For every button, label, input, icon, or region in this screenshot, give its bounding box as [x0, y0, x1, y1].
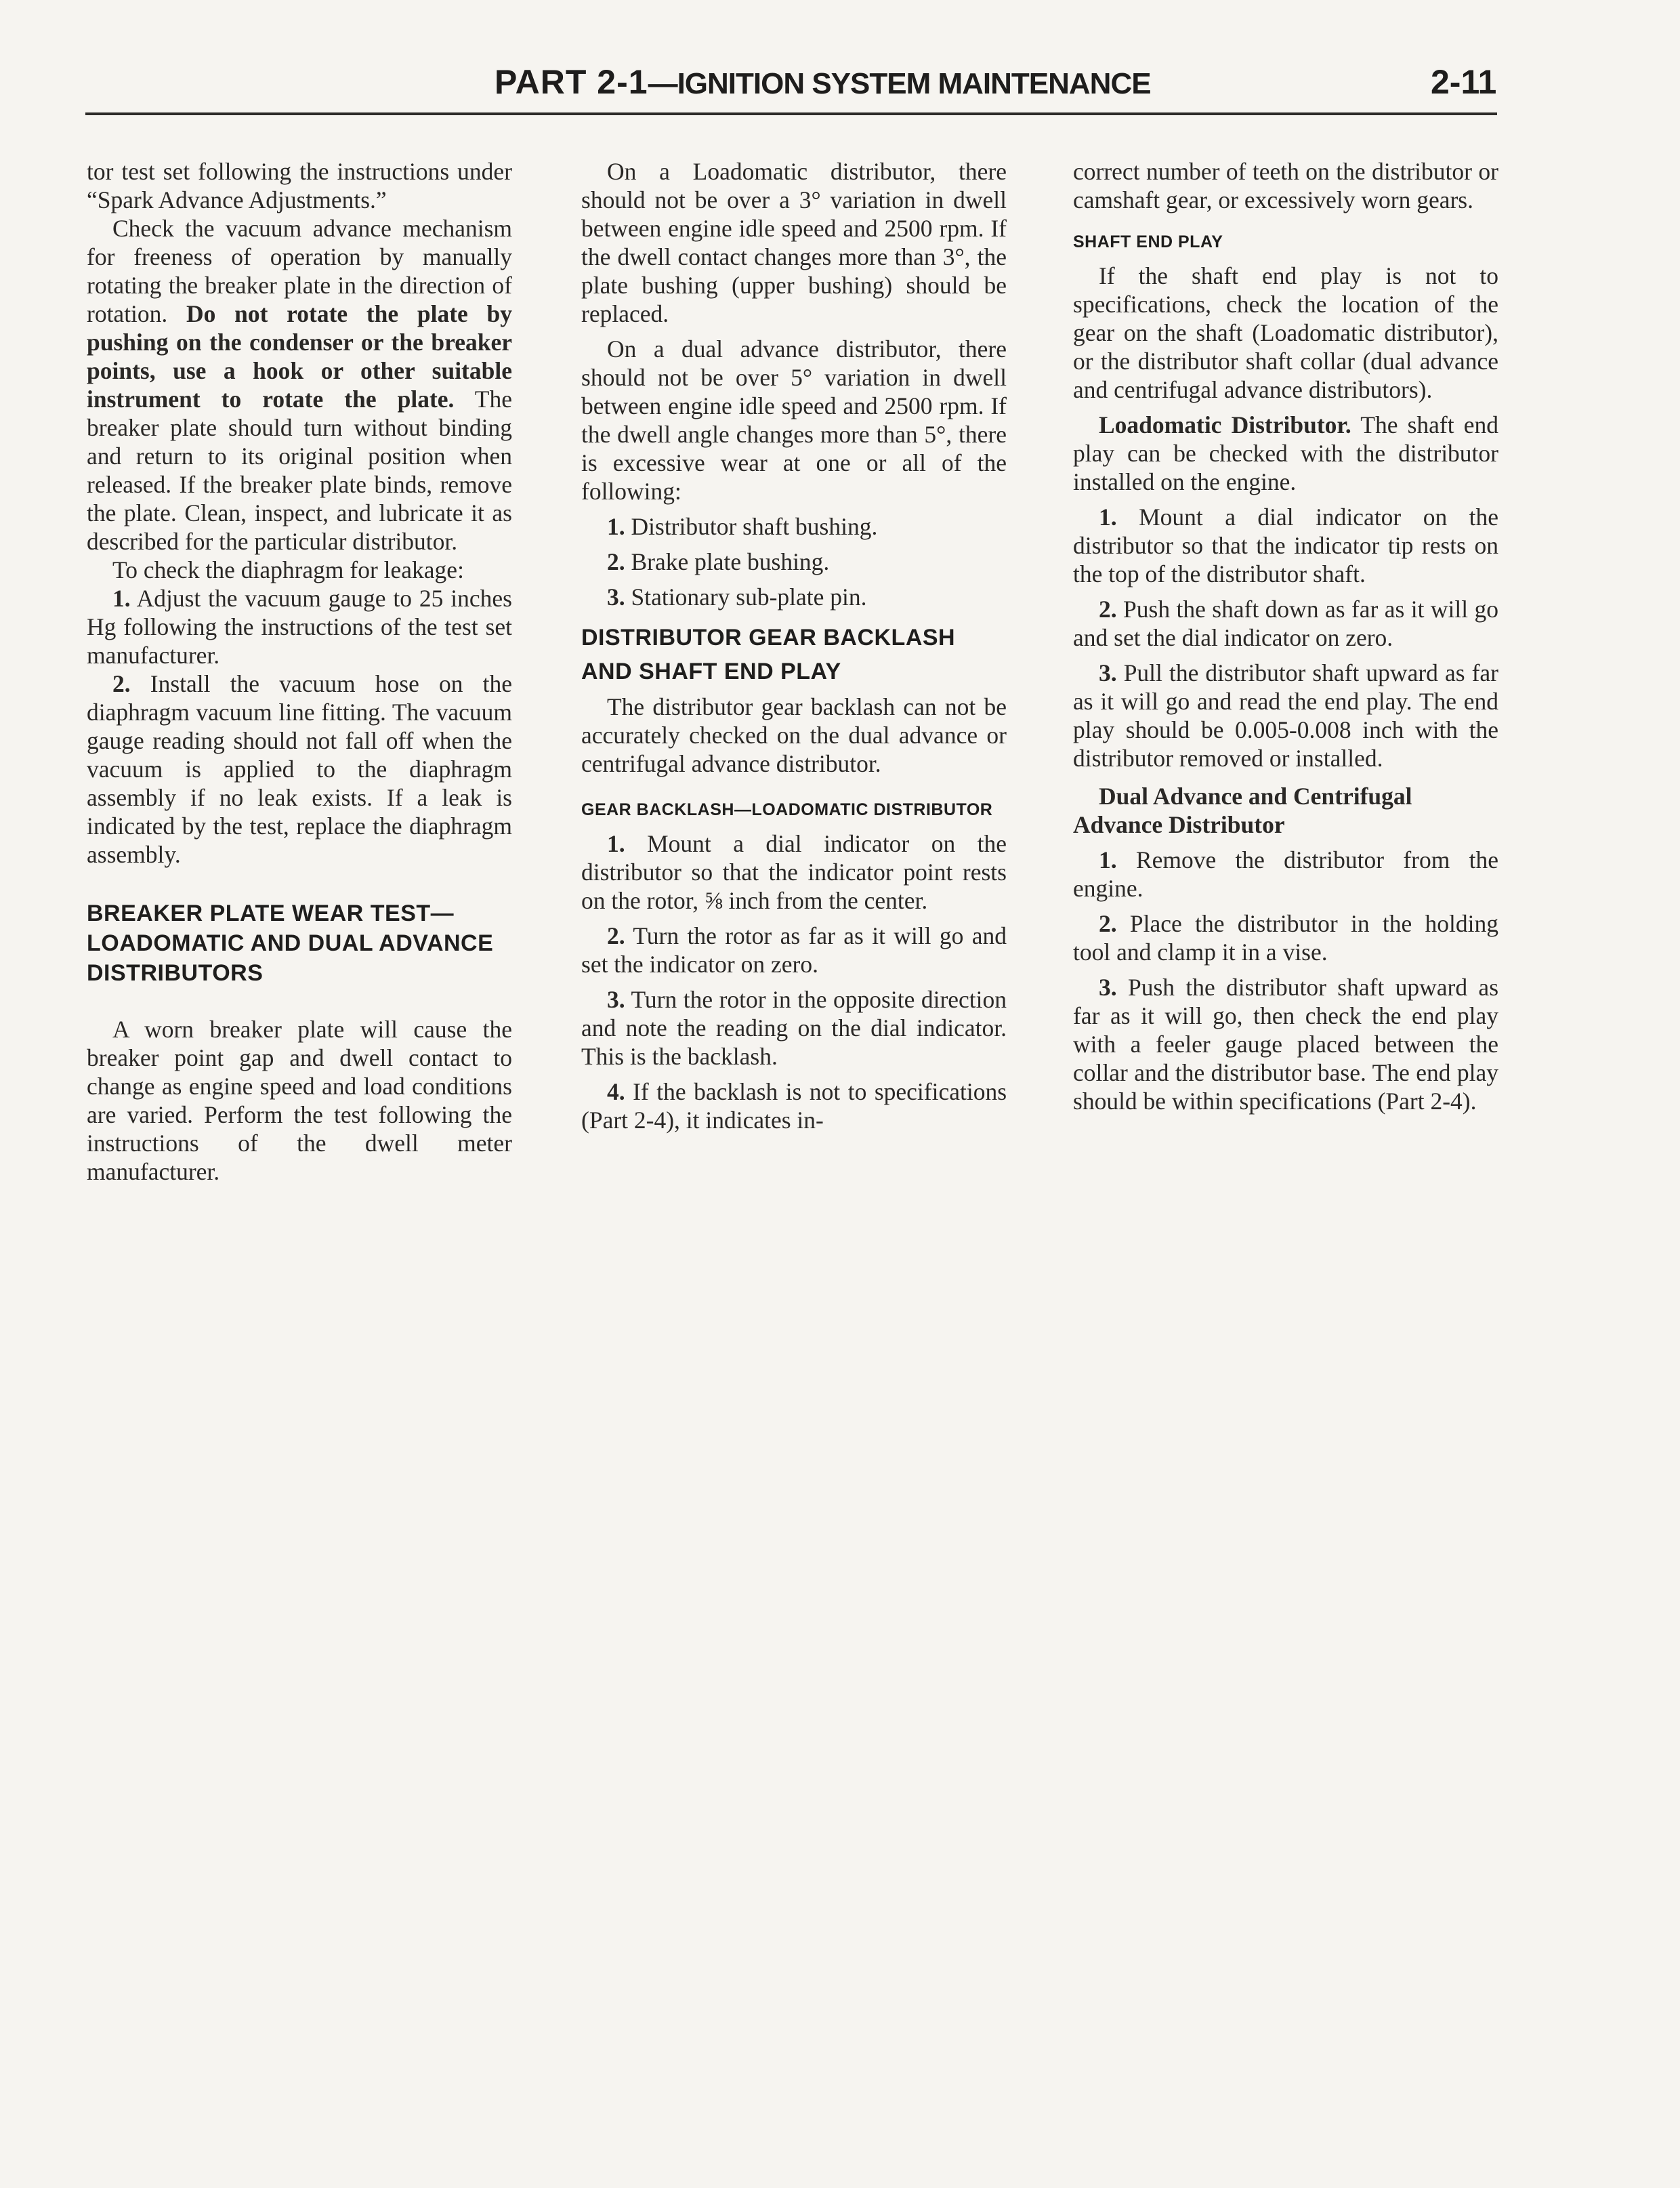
step-text: Remove the distributor from the engine.: [1073, 846, 1498, 902]
step-item: [1073, 595, 1498, 652]
step-number: 1.: [112, 585, 131, 612]
paragraph-vacuum-advance-check: [87, 214, 512, 556]
step-text: Push the distributor shaft upward as far as it will go, then check the end play with a feeler gauge placed between the collar and the distributor base. The end play should be within specifications (Part 2-4).: [1073, 974, 1499, 1115]
section-heading: DISTRIBUTOR GEAR BACKLASH AND SHAFT END PLAY: [581, 625, 956, 684]
step-text: Turn the rotor in the opposite direction and note the reading on the dial indicator. This is the backlash.: [581, 986, 1007, 1070]
paragraph: On a Loadomatic distributor, there should not be over a 3° variation in dwell between engine idle speed and 2500 rpm. If the dwell contact changes more than 3°, the plate bushing (upper bushing) should be replaced.: [581, 158, 1007, 327]
step-item: [1073, 846, 1498, 903]
bold-lead-in: Loadomatic Distributor.: [1099, 411, 1351, 438]
step-item: [581, 1077, 1007, 1134]
paragraph: correct number of teeth on the distributor or camshaft gear, or excessively worn gears.: [1073, 158, 1498, 213]
step-number: 1.: [607, 830, 625, 857]
step-number: 2.: [1099, 596, 1117, 623]
list-text: Distributor shaft bushing.: [631, 513, 878, 540]
header-section-title: —IGNITION SYSTEM MAINTENANCE: [648, 67, 1151, 100]
paragraph: If the shaft end play is not to specifications, check the location of the gear on the shaft (Loadomatic distributor), or the distributor shaft collar (dual advance and centrifugal advance distributors).: [1073, 262, 1498, 403]
page-number: 2-11: [1431, 63, 1497, 101]
step-text: Pull the distributor shaft upward as far as it will go and read the end play. The end play should be 0.005-0.008 inch with the distributor removed or installed.: [1073, 659, 1498, 772]
step-text: Turn the rotor as far as it will go and set the indicator on zero.: [581, 922, 1007, 978]
step-number: 3.: [1099, 974, 1117, 1001]
step-number: 2.: [112, 670, 131, 697]
step-text: Install the vacuum hose on the diaphragm vacuum line fitting. The vacuum gauge reading should not fall off when the vacuum is applied to the diaphragm assembly if no leak exists. If a leak is indicated by the test, replace the diaphragm assembly.: [87, 670, 513, 868]
paragraph: The distributor gear backlash can not be accurately checked on the dual advance or centrifugal advance distributor.: [581, 693, 1007, 777]
header-part-label: PART 2-1: [495, 63, 648, 101]
step-text: Mount a dial indicator on the distributor so that the indicator point rests on the rotor, ⅝ inch from the center.: [581, 830, 1007, 914]
text-run: The shaft end play can be checked with the distributor installed on the engine.: [1073, 411, 1498, 495]
text-column-right: [1073, 157, 1498, 1115]
step-item: [87, 584, 512, 669]
paragraph: On a dual advance distributor, there should not be over 5° variation in dwell between engine idle speed and 2500 rpm. If the dwell angle changes more than 5°, there is excessive wear at one or all of the following:: [581, 335, 1007, 505]
list-number: 1.: [607, 513, 625, 540]
page-header-title: [495, 62, 1151, 102]
subsection-heading: GEAR BACKLASH—LOADOMATIC DISTRIBUTOR: [581, 800, 993, 819]
step-number: 4.: [607, 1078, 625, 1105]
step-text: Mount a dial indicator on the distributor so that the indicator tip rests on the top of the distributor shaft.: [1073, 503, 1499, 587]
text-column-left: [87, 157, 512, 1186]
list-text: Stationary sub-plate pin.: [631, 583, 867, 611]
list-number: 2.: [607, 548, 625, 575]
list-number: 3.: [607, 583, 625, 611]
step-item: [1073, 503, 1498, 588]
text-run: Check the vacuum advance mechanism for freeness of operation by manually rotating the breaker plate in the direction of rotation.: [87, 215, 512, 327]
step-item: [1073, 973, 1498, 1115]
subsection-heading: SHAFT END PLAY: [1073, 232, 1223, 251]
step-item: [581, 829, 1007, 915]
step-number: 2.: [1099, 910, 1117, 937]
text-column-middle: [581, 157, 1007, 1134]
step-text: Push the shaft down as far as it will go and set the dial indicator on zero.: [1073, 596, 1498, 651]
paragraph: To check the diaphragm for leakage:: [112, 556, 464, 583]
list-item: [581, 512, 1007, 541]
step-item: [581, 922, 1007, 978]
section-heading: BREAKER PLATE WEAR TEST—LOADOMATIC AND DUAL ADVANCE DISTRIBUTORS: [87, 901, 494, 986]
step-text: If the backlash is not to specifications (Part 2-4), it indicates in-: [581, 1078, 1007, 1134]
step-item: [87, 669, 512, 869]
list-item: [581, 548, 1007, 576]
header-divider: [85, 112, 1497, 115]
subsection-heading: Dual Advance and Centrifugal Advance Distributor: [1073, 783, 1412, 838]
list-item: [581, 583, 1007, 611]
step-number: 3.: [1099, 659, 1117, 686]
step-item: [1073, 659, 1498, 772]
paragraph: A worn breaker plate will cause the breaker point gap and dwell contact to change as engine speed and load conditions are varied. Perform the test following the instructions of the dwell meter manufacturer.: [87, 1016, 512, 1185]
step-number: 3.: [607, 986, 625, 1013]
list-text: Brake plate bushing.: [631, 548, 830, 575]
text-run: The breaker plate should turn without binding and return to its original position when released. If the breaker plate binds, remove the plate. Clean, inspect, and lubricate it as described for the particular distributor.: [87, 386, 512, 555]
step-item: [581, 985, 1007, 1071]
step-number: 1.: [1099, 503, 1117, 531]
step-item: [1073, 909, 1498, 966]
step-text: Place the distributor in the holding tool and clamp it in a vise.: [1073, 910, 1498, 966]
step-text: Adjust the vacuum gauge to 25 inches Hg following the instructions of the test set manufacturer.: [87, 585, 512, 669]
paragraph: tor test set following the instructions under “Spark Advance Adjustments.”: [87, 158, 512, 213]
step-number: 1.: [1099, 846, 1117, 873]
bold-warning: Do not rotate the plate by pushing on the condenser or the breaker points, use a hook or other suitable instrument to rotate the plate.: [87, 300, 513, 413]
step-number: 2.: [607, 922, 625, 949]
paragraph: [1073, 411, 1498, 496]
